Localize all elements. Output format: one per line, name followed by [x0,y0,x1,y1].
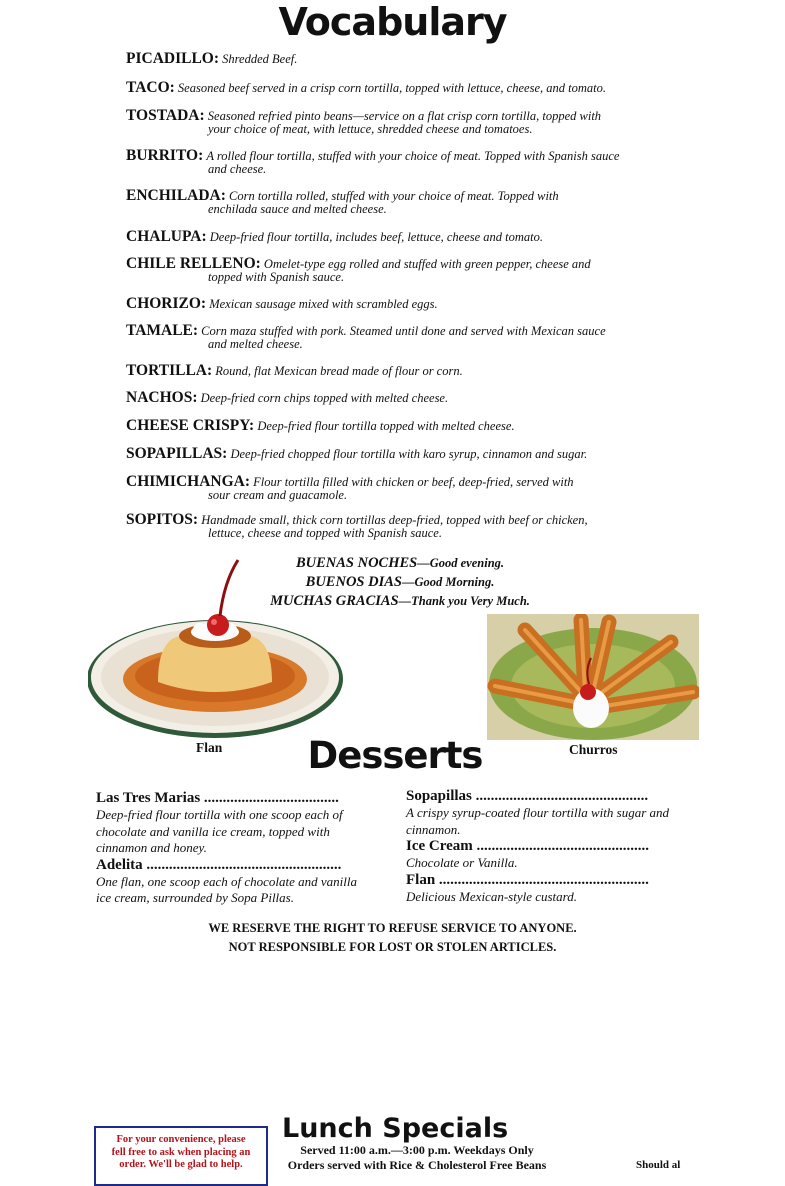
vocab-term: BURRITO: [126,147,204,164]
vocab-term: TACO: [126,79,175,96]
vocab-definition: Shredded Beef. [222,52,298,66]
vocab-entry [126,447,686,461]
vocab-definition-continued: enchilada sauce and melted cheese. [208,202,387,216]
flan-photo [88,552,350,742]
vocab-definition: Seasoned refried pinto beans—service on a flat crisp corn tortilla, topped with [207,109,602,123]
dessert-description: One flan, one scoop each of chocolate and vanilla ice cream, surrounded by Sopa Pillas. [96,873,358,905]
vocab-entry [126,419,686,433]
vocab-definition-continued: and melted cheese. [208,337,303,351]
lunch-specials-title: Lunch Specials [282,1113,509,1144]
vocab-definition: Deep-fried chopped flour tortilla with karo syrup, cinnamon and sugar. [230,447,588,461]
vocab-definition: Flour tortilla filled with chicken or beef, deep-fried, served with [253,475,574,489]
vocab-definition-continued: lettuce, cheese and topped with Spanish sauce. [208,526,442,540]
vocab-entry [126,513,686,540]
vocab-entry [126,230,686,244]
churros-caption: Churros [569,742,618,757]
vocab-term: SOPAPILLAS: [126,445,228,462]
vocab-definition: Deep-fried flour tortilla, includes beef, lettuce, cheese and tomato. [209,230,544,244]
vocab-definition: Handmade small, thick corn tortillas deep-fried, topped with beef or chicken, [201,513,588,527]
vocab-term: PICADILLO: [126,50,220,67]
dessert-description: Chocolate or Vanilla. [406,855,518,870]
phrase-buenos-dias: BUENOS DIAS—Good Morning. [305,574,495,590]
dessert-name: Adelita .................................................... [96,856,342,873]
vocab-entry [126,364,686,378]
vocab-entry [126,109,686,136]
vocab-definition: Mexican sausage mixed with scrambled eggs. [209,297,438,311]
vocab-entry [126,391,686,405]
vocab-term: ENCHILADA: [126,187,226,204]
cut-off-text: Should al [636,1159,681,1171]
vocab-term: TAMALE: [126,322,199,339]
vocab-term: CHILE RELLENO: [126,255,261,272]
vocab-definition: Seasoned beef served in a crisp corn tortilla, topped with lettuce, cheese, and tomato. [177,81,606,95]
vocabulary-title: Vocabulary [278,0,507,44]
vocab-entry [126,324,686,351]
flan-caption: Flan [196,740,223,755]
vocab-entry [126,297,686,311]
house-policy-notice [0,919,785,957]
desserts-left-column [96,790,368,907]
vocab-entry [126,149,686,176]
dessert-name: Ice Cream .............................................. [406,838,650,854]
phrase-buenas-noches: BUENAS NOCHES—Good evening. [295,555,505,571]
vocab-term: NACHOS: [126,389,198,406]
refuse-service-notice: WE RESERVE THE RIGHT TO REFUSE SERVICE TO ANYONE. [208,921,577,935]
vocab-definition: Round, flat Mexican bread made of flour or corn. [215,364,463,378]
dessert-description: A crispy syrup-coated flour tortilla with sugar and cinnamon. [406,805,670,837]
vocab-definition: Omelet-type egg rolled and stuffed with green pepper, cheese and [263,257,591,271]
dessert-name: Sopapillas .............................................. [406,788,649,804]
vocab-entry [126,475,686,502]
vocab-definition: Deep-fried corn chips topped with melted cheese. [200,391,449,405]
vocab-entry [126,52,686,66]
dessert-name: Las Tres Marias .................................... [96,790,339,806]
dessert-name: Flan ........................................................ [406,871,649,888]
vocab-definition-continued: topped with Spanish sauce. [208,270,345,284]
vocab-term: CHALUPA: [126,228,207,245]
churros-photo [487,614,699,740]
vocab-definition: Corn maza stuffed with pork. Steamed until done and served with Mexican sauce [201,324,606,338]
vocab-term: CHEESE CRISPY: [126,417,255,434]
dessert-description: Delicious Mexican-style custard. [406,888,577,904]
vocab-entry [126,189,686,216]
vocab-entry [126,257,686,284]
vocab-term: SOPITOS: [126,511,199,528]
dessert-description: Deep-fried flour tortilla with one scoop each of chocolate and vanilla ice cream, topped with cinnamon and honey. [96,807,343,855]
vocab-term: CHORIZO: [126,295,207,312]
vocab-entry [126,81,686,95]
vocab-term: TORTILLA: [126,362,213,379]
vocab-definition: A rolled flour tortilla, stuffed with your choice of meat. Topped with Spanish sauce [206,149,620,163]
phrase-muchas-gracias: MUCHAS GRACIAS—Thank you Very Much. [270,593,530,609]
desserts-title: Desserts [307,734,483,777]
vocab-definition-continued: your choice of meat, with lettuce, shredded cheese and tomatoes. [208,122,533,136]
lost-articles-notice: NOT RESPONSIBLE FOR LOST OR STOLEN ARTICLES. [228,940,557,954]
desserts-right-column [406,788,698,905]
vocab-definition: Corn tortilla rolled, stuffed with your choice of meat. Topped with [229,189,559,203]
lunch-specials-subtitle: Served 11:00 a.m.—3:00 p.m. Weekdays Only Orders served with Rice & Cholesterol Free Beans [287,1143,547,1172]
vocab-term: TOSTADA: [126,107,205,124]
convenience-box: For your convenience, please fell free to ask when placing an order. We'll be glad to help. [94,1126,268,1186]
vocab-definition-continued: sour cream and guacamole. [208,488,348,502]
vocab-definition-continued: and cheese. [208,162,267,176]
vocab-definition: Deep-fried flour tortilla topped with melted cheese. [257,419,515,433]
vocab-term: CHIMICHANGA: [126,473,250,490]
